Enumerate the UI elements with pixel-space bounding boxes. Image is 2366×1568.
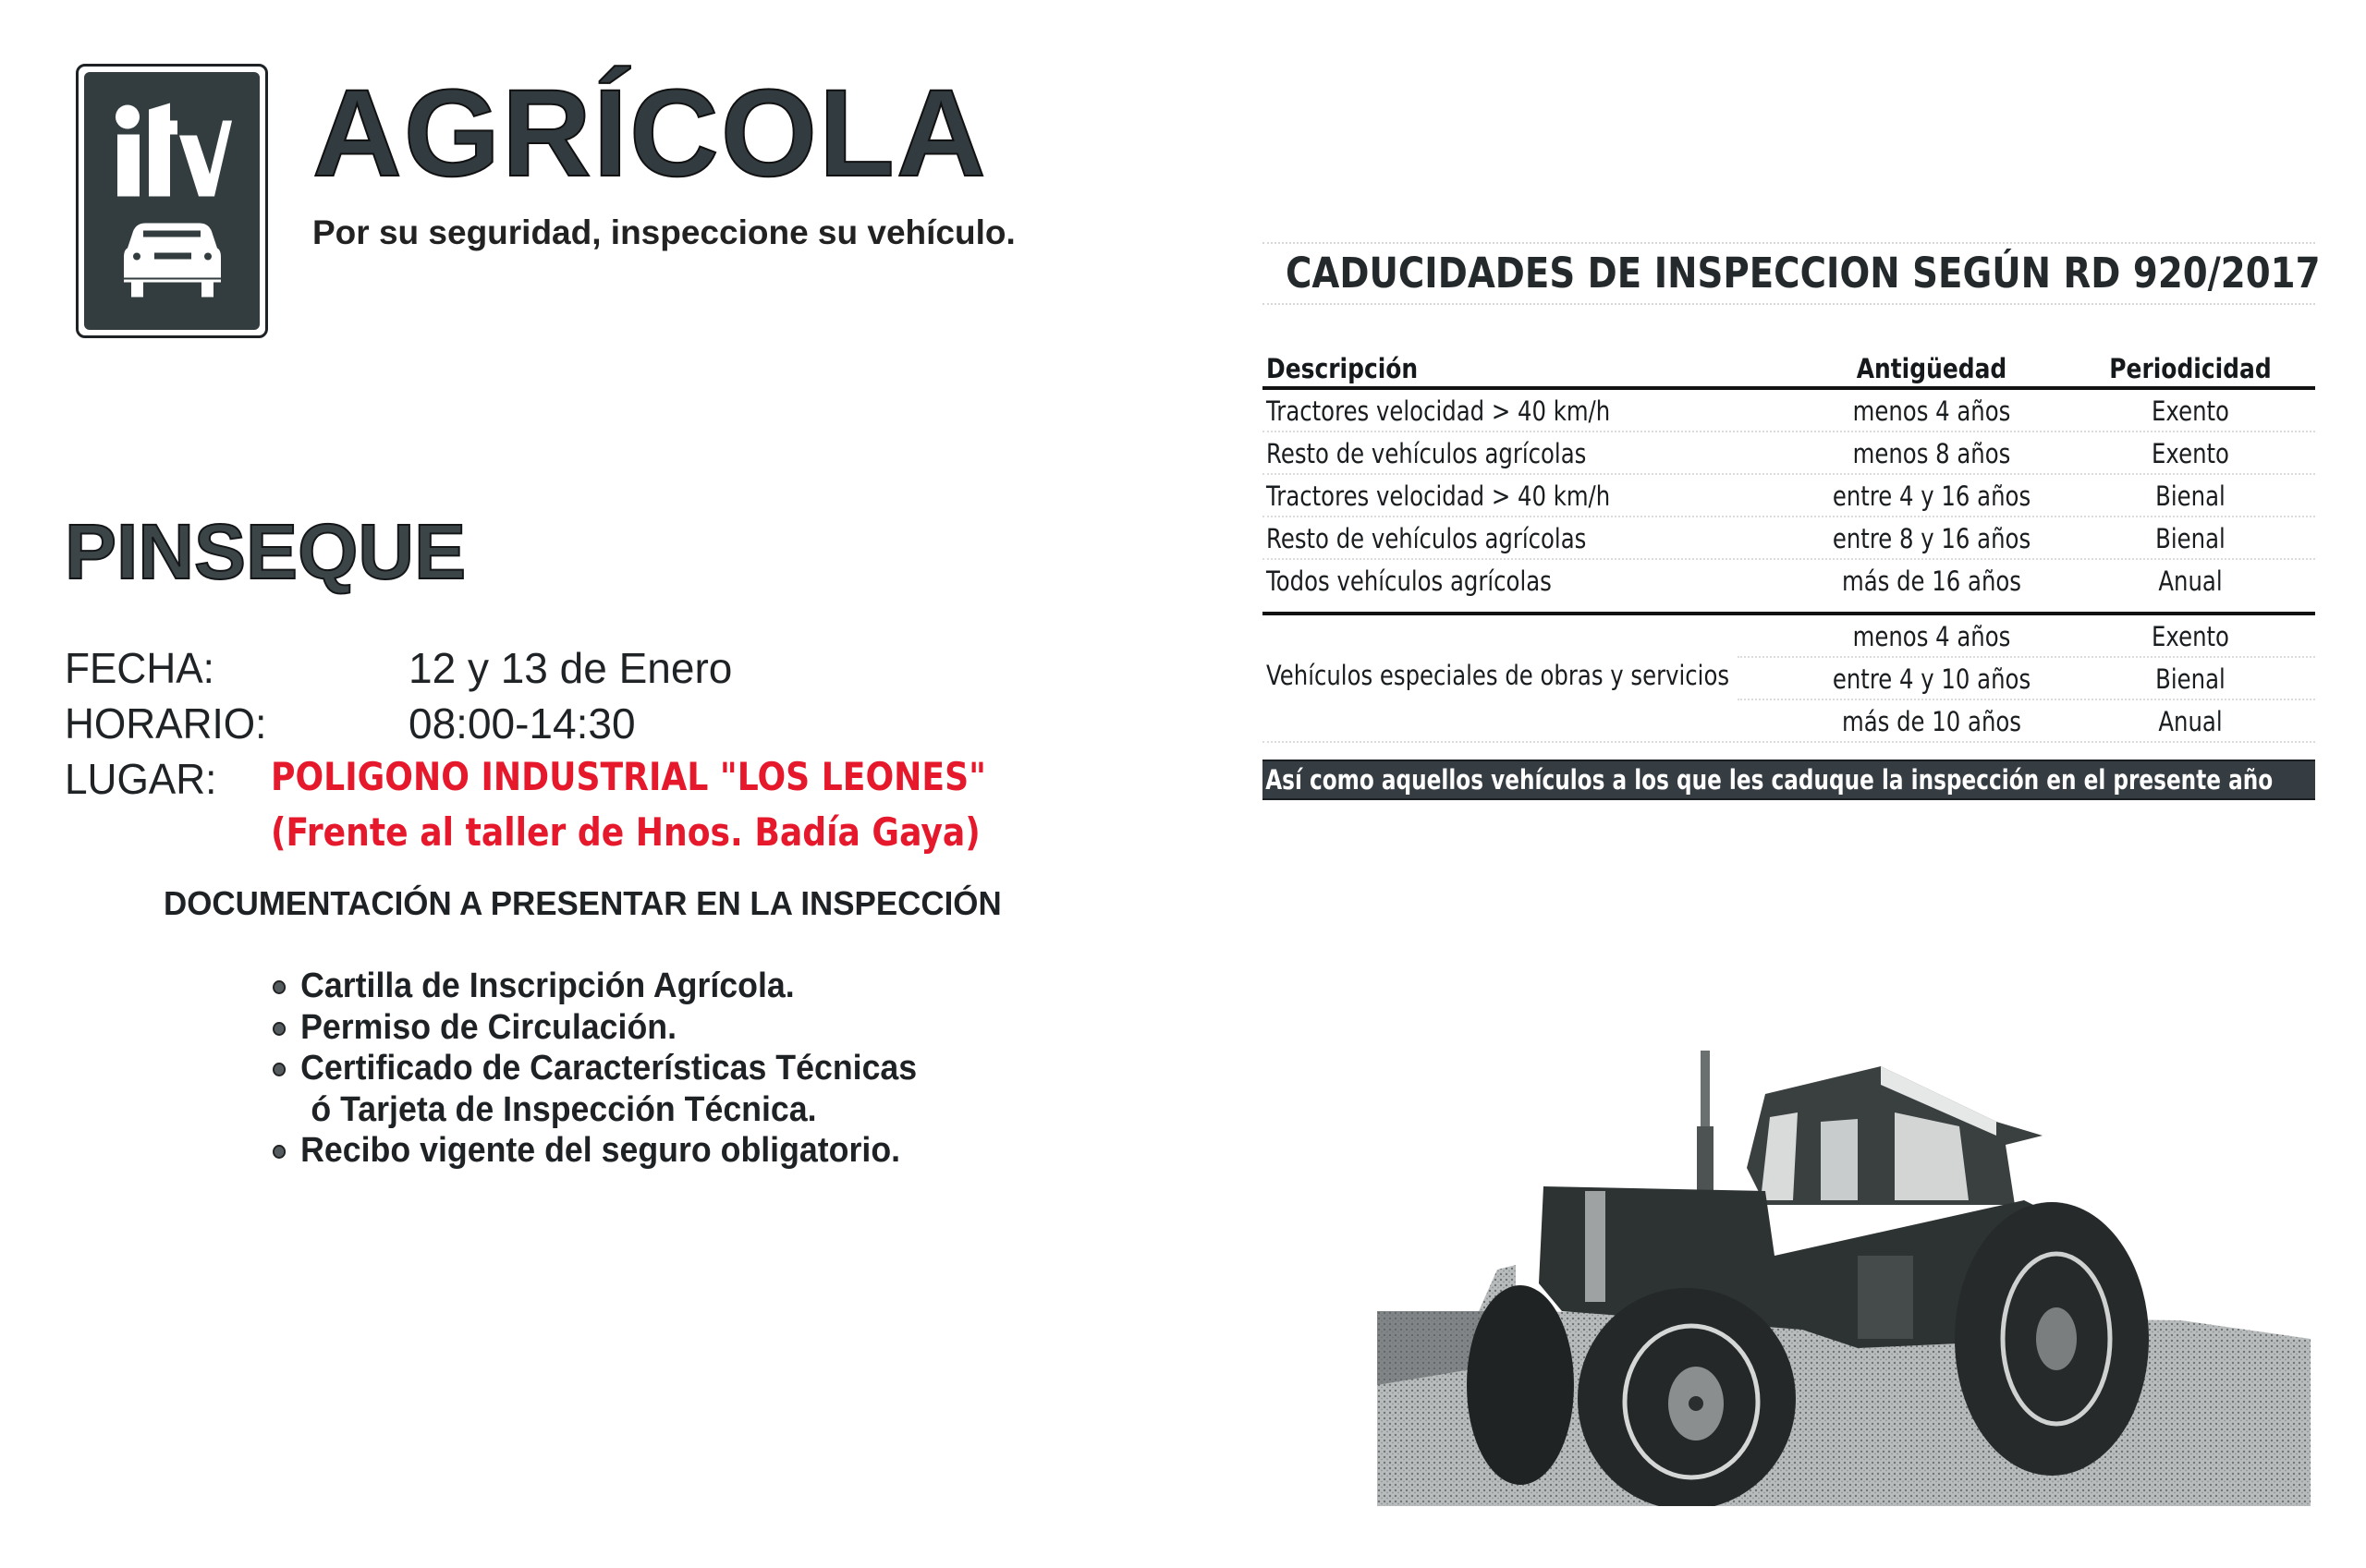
documents-list (273, 966, 958, 1172)
document-item: Cartilla de Inscripción Agrícola. (273, 966, 917, 1007)
group-description: Vehículos especiales de obras y servicios (1266, 660, 1730, 691)
bullet-icon (273, 1022, 286, 1036)
table-row: Tractores velocidad > 40 km/h entre 4 y 16 años Bienal (1262, 475, 2315, 517)
location-detail: (Frente al taller de Hnos. Badía Gaya) (271, 809, 981, 855)
tractor-icon (1377, 1034, 2311, 1506)
inspection-table (1262, 351, 2315, 800)
footer-banner: Así como aquellos vehículos a los que les caduque la inspección en el presente año (1262, 760, 2315, 800)
itv-car-sign-icon (84, 72, 260, 330)
documents-title: DOCUMENTACIÓN A PRESENTAR EN LA INSPECCIÓN (164, 884, 1002, 922)
document-item: Recibo vigente del seguro obligatorio. (273, 1130, 917, 1172)
header-age: Antigüedad (1856, 353, 2007, 384)
table-header (1262, 351, 2315, 390)
location-label: LUGAR: (65, 755, 217, 803)
page-title: AGRÍCOLA (312, 65, 988, 202)
itv-sign (84, 72, 260, 330)
page-subtitle: Por su seguridad, inspeccione su vehículo. (312, 213, 1016, 251)
table-row: entre 4 y 10 años Bienal (1738, 658, 2315, 700)
header-description: Descripción (1266, 353, 1419, 384)
bullet-icon (273, 1145, 286, 1159)
header-periodicity: Periodicidad (2109, 353, 2272, 384)
itv-logo (76, 64, 268, 338)
title-rule-top (1262, 242, 2315, 244)
town-name: PINSEQUE (65, 508, 467, 595)
schedule-label: HORARIO: (65, 699, 267, 748)
table-row: más de 10 años Anual (1262, 700, 2315, 743)
table-row: Resto de vehículos agrícolas entre 8 y 16 años Bienal (1262, 517, 2315, 560)
date-value: 12 y 13 de Enero (409, 644, 733, 692)
date-label: FECHA: (65, 644, 214, 692)
tractor-photo (1377, 1034, 2311, 1506)
title-rule-bottom (1262, 303, 2315, 305)
table-row: Tractores velocidad > 40 km/h menos 4 años Exento (1262, 390, 2315, 432)
schedule-value: 08:00-14:30 (409, 699, 636, 748)
document-item: Certificado de Características Técnicas (273, 1048, 917, 1089)
table-row: Todos vehículos agrícolas más de 16 años Anual (1266, 565, 2223, 597)
special-vehicles-group (1262, 615, 2315, 743)
location-value: POLIGONO INDUSTRIAL "LOS LEONES" (271, 754, 986, 799)
document-item: Permiso de Circulación. (273, 1007, 917, 1049)
document-item-continuation: ó Tarjeta de Inspección Técnica. (311, 1089, 817, 1129)
bullet-icon (273, 1063, 286, 1076)
table-row: Resto de vehículos agrícolas menos 8 años Exento (1262, 432, 2315, 475)
table-row: menos 4 años Exento (1738, 615, 2315, 658)
table-title: CADUCIDADES DE INSPECCION SEGÚN RD 920/2017 (1286, 249, 2321, 298)
bullet-icon (273, 980, 286, 994)
